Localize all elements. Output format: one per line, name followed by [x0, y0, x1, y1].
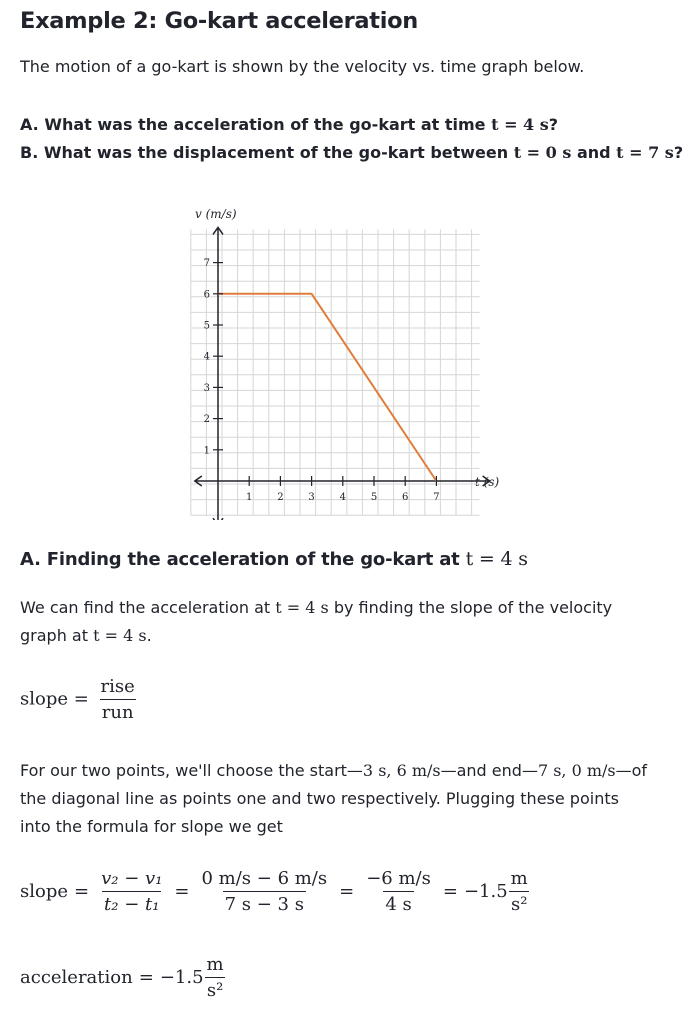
slope-equation: slope = $\frac{\text{v₂ − v₁}}{\text{t₂ − t₁}}$ = $\frac{0 m/s - 6 m/s}{7 s - 3 s}$ = $\frac{-6 m/s}{4 s}$ = −1.5 $\frac{m}{\text{s²}}$ — [20, 868, 528, 915]
rise-text: rise — [100, 676, 135, 697]
section-a-heading — [20, 548, 528, 570]
eq-num-3: −6 m/s — [366, 868, 431, 889]
p1-line2-math: t = 4 s — [93, 626, 147, 645]
page-title: Example 2: Go-kart acceleration — [20, 8, 419, 34]
question-b-math2: t = 7 s — [616, 143, 674, 162]
x-tick-label: 2 — [277, 492, 284, 503]
p1-line1-math: t = 4 s — [275, 598, 329, 617]
question-b-end: ? — [673, 143, 684, 162]
y-tick-label: 6 — [203, 289, 210, 301]
x-axis-label: t (s) — [475, 475, 500, 489]
question-a-text: A. What was the acceleration of the go-kart at time — [20, 115, 492, 134]
paragraph-1-line-2 — [20, 622, 152, 650]
slope-label-2: slope — [20, 881, 69, 902]
section-a-heading-text: A. Finding the acceleration of the go-kart at — [20, 549, 466, 570]
eq-num-1: v₂ − v₁ — [101, 868, 163, 889]
y-tick-label: 3 — [203, 382, 210, 394]
question-b — [20, 139, 683, 167]
eq-den-3: 4 s — [383, 891, 413, 915]
p1-line1-a: We can find the acceleration at — [20, 598, 276, 617]
p2-line1-c: —of — [615, 761, 648, 780]
slope-formula: slope = $\frac{\text{rise}}{\text{run}}$ — [20, 676, 135, 723]
rise-over-run — [99, 676, 137, 723]
eq-den-1: t₂ − t₁ — [102, 891, 161, 915]
x-tick-label: 4 — [339, 492, 346, 503]
unit-num: m — [510, 868, 528, 889]
run-text: run — [100, 699, 136, 723]
fraction-simplified — [364, 868, 433, 915]
velocity-time-graph — [175, 200, 515, 520]
y-tick-label: 7 — [203, 258, 210, 270]
eq-num-2: 0 m/s − 6 m/s — [201, 868, 328, 889]
acceleration-result: acceleration = −1.5 $\frac{m}{\text{s²}}$ — [20, 954, 224, 1001]
tick-labels — [204, 258, 440, 503]
question-a-end: ? — [548, 115, 559, 134]
eq-den-2: 7 s − 3 s — [223, 891, 306, 915]
p2-line1-b: —and end— — [440, 761, 538, 780]
question-b-text: B. What was the displacement of the go-kart between — [20, 143, 514, 162]
p1-line2-a: graph at — [20, 626, 94, 645]
x-tick-label: 7 — [433, 492, 440, 503]
p2-line1-a: For our two points, we'll choose the start— — [20, 761, 363, 780]
y-tick-label: 2 — [203, 414, 210, 426]
unit-fraction — [509, 868, 530, 915]
question-b-mid: and — [571, 143, 617, 162]
y-tick-label: 1 — [203, 445, 210, 457]
x-tick-label: 1 — [246, 492, 253, 503]
y-tick-label: 5 — [203, 320, 210, 332]
p2-line1-m2: 7 s, 0 m/s — [537, 761, 616, 780]
x-tick-label: 3 — [308, 492, 315, 503]
paragraph-2-line-2: the diagonal line as points one and two respectively. Plugging these points — [20, 789, 619, 808]
paragraph-2-line-1 — [20, 757, 647, 785]
slope-result: −1.5 — [463, 881, 508, 902]
acceleration-label: acceleration — [20, 967, 133, 988]
paragraph-2-line-3: into the formula for slope we get — [20, 817, 283, 836]
question-a — [20, 111, 558, 139]
accel-unit-den: s² — [205, 977, 225, 1001]
p2-line1-m1: 3 s, 6 m/s — [362, 761, 441, 780]
fraction-values — [200, 868, 330, 915]
paragraph-1-line-1 — [20, 594, 612, 622]
accel-unit-num: m — [206, 954, 224, 975]
p1-line1-b: by finding the slope of the velocity — [328, 598, 613, 617]
slope-label: slope — [20, 688, 69, 710]
question-a-math: t = 4 s — [491, 115, 549, 134]
acceleration-value: −1.5 — [159, 967, 204, 988]
fraction-symbolic — [99, 868, 164, 915]
y-axis-label: v (m/s) — [195, 207, 237, 221]
x-tick-label: 6 — [402, 492, 409, 503]
y-tick-label: 4 — [203, 351, 210, 363]
section-a-heading-math: t = 4 s — [465, 548, 528, 570]
acceleration-unit — [205, 954, 226, 1001]
question-b-math1: t = 0 s — [513, 143, 572, 162]
grid — [191, 229, 480, 515]
p1-line2-b: . — [146, 626, 152, 645]
intro-text: The motion of a go-kart is shown by the velocity vs. time graph below. — [20, 57, 585, 76]
unit-den: s² — [509, 891, 529, 915]
x-tick-label: 5 — [370, 492, 378, 503]
